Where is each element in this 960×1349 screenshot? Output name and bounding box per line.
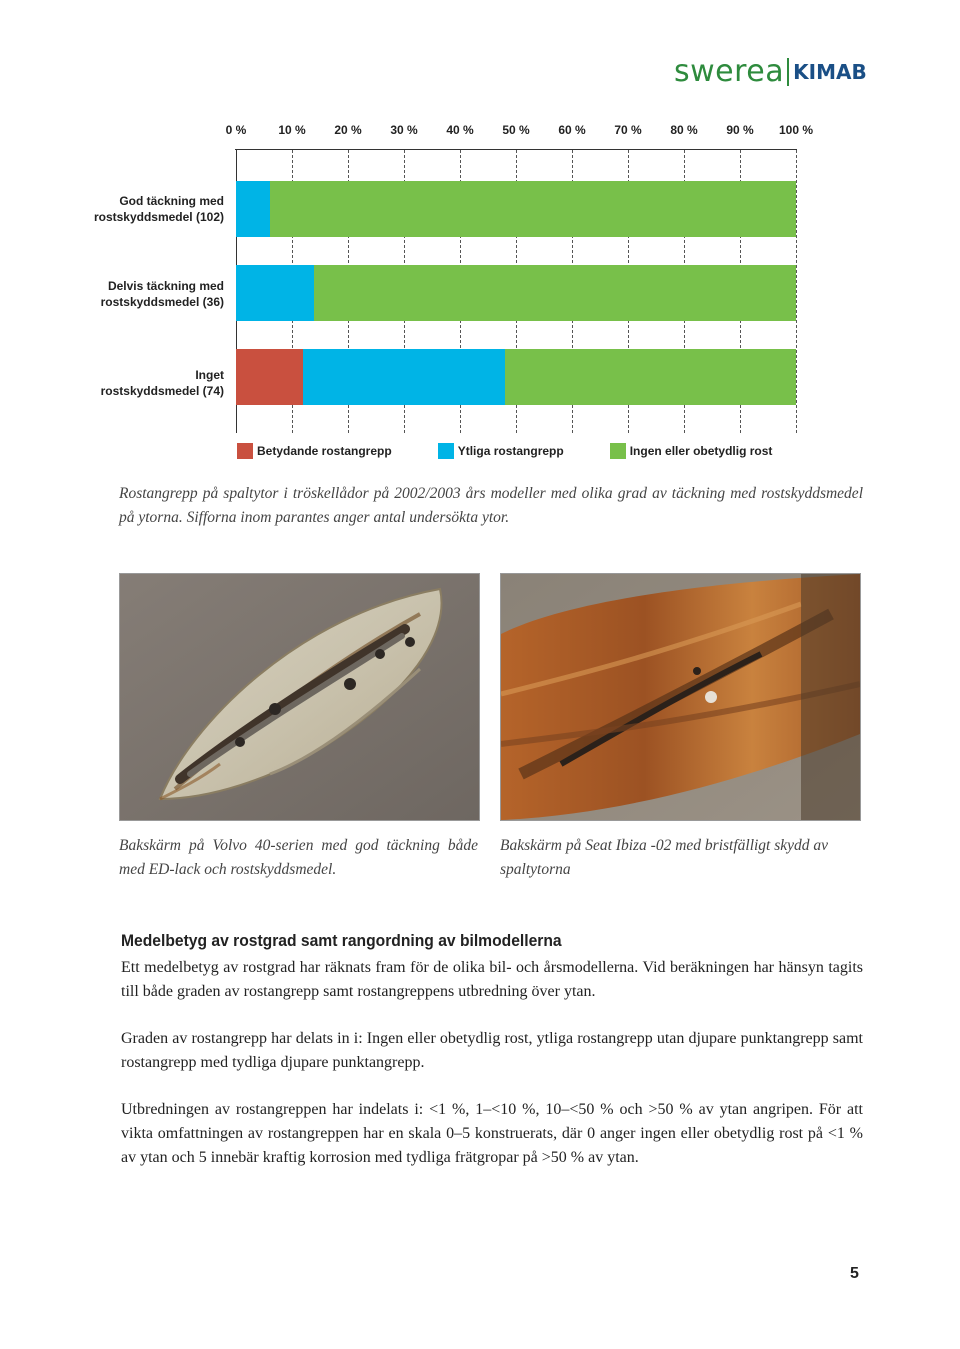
legend-label: Ytliga rostangrepp [457,444,564,458]
legend-swatch [237,443,253,459]
legend-swatch [438,443,454,459]
x-tick-label: 80 % [670,123,698,137]
gridline [796,150,797,433]
bar-segment [314,265,796,321]
legend-swatch [610,443,626,459]
logo-kimab-text: KIMAB [793,60,867,84]
legend-item [438,443,564,459]
section-paragraph-1: Ett medelbetyg av rostgrad har räknats fram för de olika bil- och årsmodellerna. Vid beräkningen har hänsyn tagits till både graden av rostangrepp samt rostangreppens utbredning över ytan. [121,959,863,1000]
photo-volvo-fender [119,573,480,821]
rust-attack-stacked-bar-chart [0,0,960,470]
x-tick-label: 60 % [558,123,586,137]
section-paragraph-3: Utbredningen av rostangreppen har indelats i: <1 %, 1–<10 %, 10–<50 % och >50 % av ytan angripen. För att vikta omfattningen av rostangreppen har en skala 0–5 konstruerats, där 0 anger ingen eller obetydlig rost på <1 % av ytan och 5 innebär kraftig korrosion med tydliga frätgropar på >50 % av ytan. [121,1101,863,1166]
legend-label: Ingen eller obetydlig rost [629,444,773,458]
logo-swerea-text: swerea [674,54,785,89]
photo-seat-fender [500,573,861,821]
stacked-bar [236,181,796,237]
x-tick-label: 30 % [390,123,418,137]
x-tick-label: 40 % [446,123,474,137]
x-tick-label: 20 % [334,123,362,137]
bar-segment [505,349,796,405]
bar-segment [270,181,796,237]
legend-label: Betydande rostangrepp [257,444,392,458]
bar-segment [236,181,270,237]
photo-right-caption: Bakskärm på Seat Ibiza -02 med bristfälligt skydd av spaltytorna [500,837,829,878]
stacked-bar [236,349,796,405]
section-heading: Medelbetyg av rostgrad samt rangordning av bilmodellerna [121,931,562,950]
stacked-bar [236,265,796,321]
bar-segment [236,265,314,321]
x-tick-label: 10 % [278,123,306,137]
category-label: Delvis täckning med rostskyddsmedel (36) [100,279,224,309]
x-tick-label: 0 % [225,123,247,137]
legend-item [237,443,392,459]
x-tick-label: 70 % [614,123,642,137]
legend-item [610,443,773,459]
page-number: 5 [850,1265,859,1282]
section-paragraph-2: Graden av rostangrepp har delats in i: Ingen eller obetydlig rost, ytliga rostangrepp utan djupare punktangrepp samt rostangrepp med tydliga djupare punktangrepp. [121,1030,863,1071]
seat-fender-image [501,574,860,820]
x-tick-label: 90 % [726,123,754,137]
x-tick-label: 100 % [778,123,814,137]
photo-left-caption: Bakskärm på Volvo 40-serien med god täckning både med ED-lack och rostskyddsmedel. [119,837,478,878]
bar-segment [236,349,303,405]
x-tick-label: 50 % [502,123,530,137]
bar-segment [303,349,505,405]
chart-caption: Rostangrepp på spaltytor i tröskellådor på 2002/2003 års modeller med olika grad av täckning med rostskyddsmedel på ytorna. Sifforna inom parantes anger antal undersökta ytor. [119,485,863,526]
category-label: Inget rostskyddsmedel (74) [100,368,224,398]
volvo-fender-image [120,574,479,820]
chart-legend [237,443,818,459]
category-label: God täckning med rostskyddsmedel (102) [93,194,224,224]
